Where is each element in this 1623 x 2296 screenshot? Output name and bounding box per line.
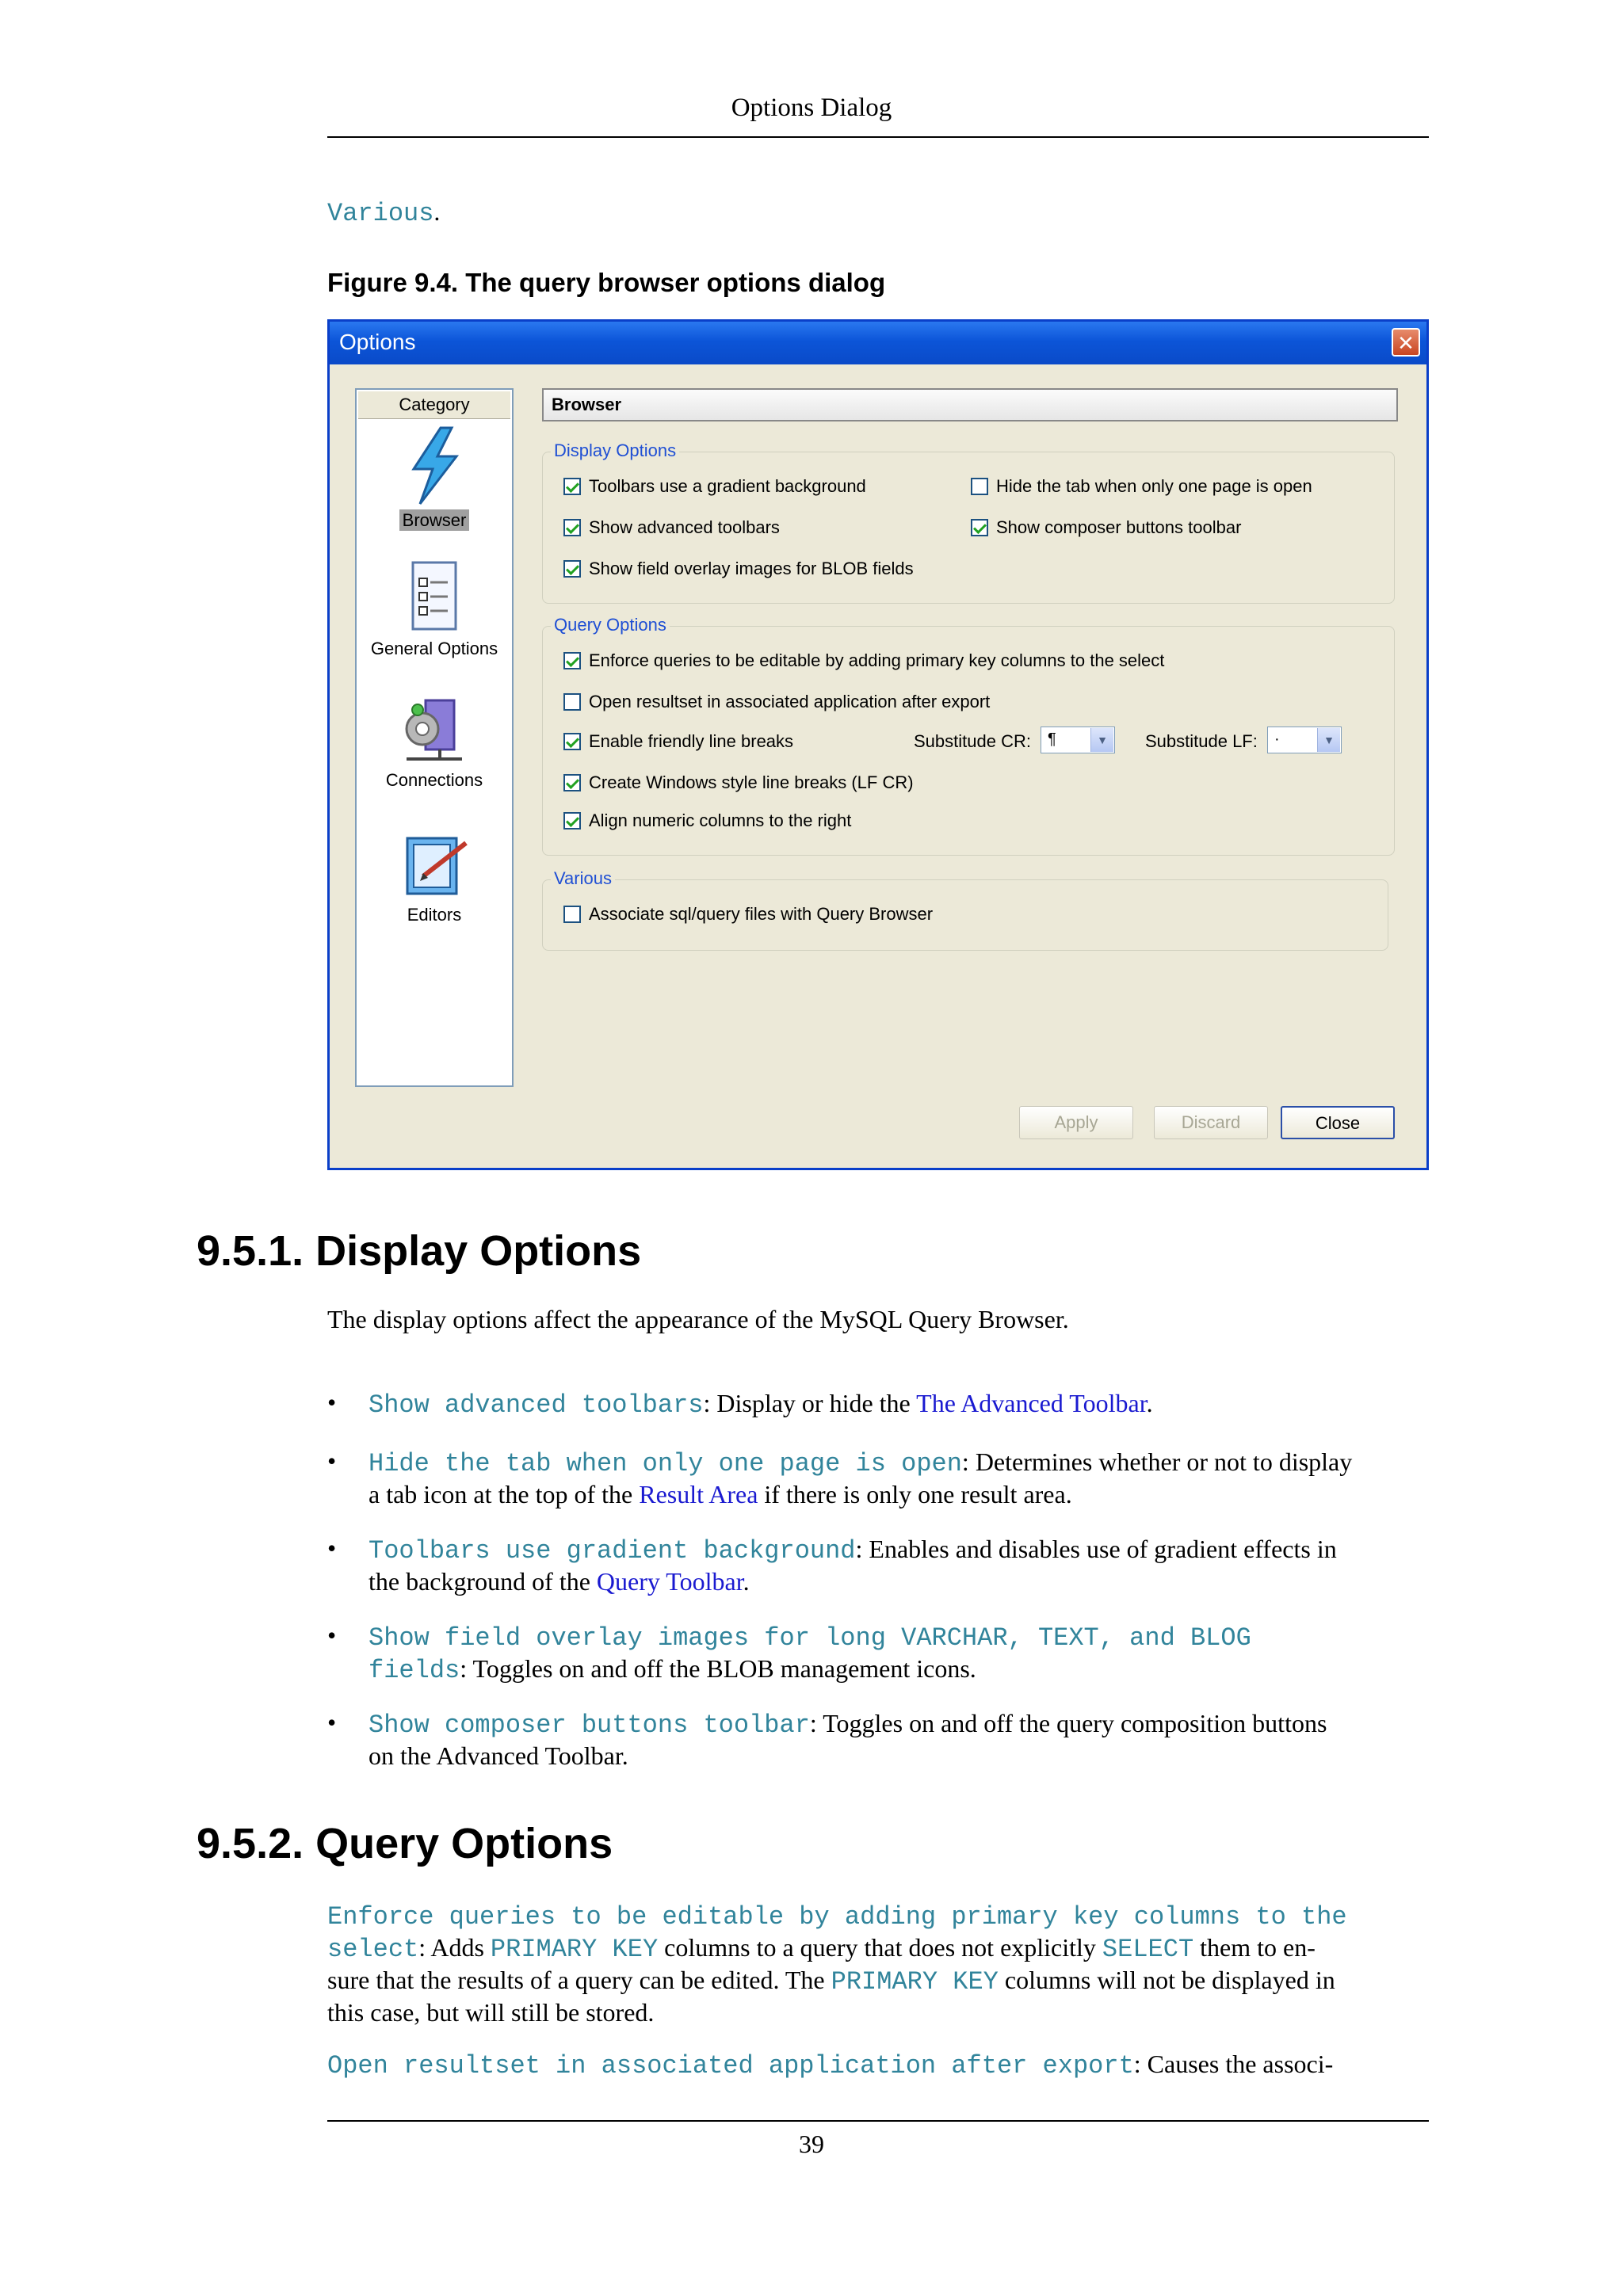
checkbox-box[interactable] [563,906,581,923]
server-icon [399,694,470,765]
bullet-text: : Toggles on and off the BLOB management icons. [460,1654,976,1683]
checkbox-label: Associate sql/query files with Query Browser [589,904,934,924]
dialog-titlebar [330,322,1426,364]
chevron-down-icon[interactable]: ▼ [1090,728,1113,752]
bullet-text: . [1146,1389,1153,1417]
option-code: Toolbars use gradient background [369,1536,856,1566]
footer-rule [327,2120,1429,2122]
checkbox-label: Open resultset in associated application after export [589,692,991,711]
para-text: columns to a query that does not explicitly [658,1933,1102,1962]
para-text: sure that the results of a query can be edited. The [327,1966,831,1994]
options-dialog [327,319,1429,1170]
checkbox-label: Enforce queries to be editable by adding primary key columns to the select [589,650,1165,670]
link-advanced-toolbar[interactable]: The Advanced Toolbar [916,1389,1147,1417]
bullet-text: the background of the [369,1567,597,1596]
checkbox-box[interactable] [563,812,581,830]
category-label-general-options: General Options [370,639,498,658]
section-heading-query-options: 9.5.2. Query Options [197,1820,613,1867]
bullet-text: on the Advanced Toolbar. [369,1741,628,1770]
code-primary-key: PRIMARY KEY [490,1935,659,1964]
category-label-browser: Browser [399,509,470,531]
checkbox-box[interactable] [563,519,581,536]
bullet-text: : Toggles on and off the query composition buttons [809,1709,1327,1737]
substitude-lf-value: · [1274,730,1280,748]
checkbox-box[interactable] [971,478,988,495]
intro-line [327,196,440,229]
para-text: them to en- [1193,1933,1316,1962]
paragraph-open-resultset [327,2049,1333,2081]
category-item-general-options[interactable] [357,558,512,659]
para-text: this case, but will still be stored. [327,1998,655,2027]
bullet-text: . [743,1567,750,1596]
category-panel [355,388,514,1087]
option-code: Open resultset in associated application after export [327,2051,1134,2081]
category-header: Category [358,391,510,419]
link-query-toolbar[interactable]: Query Toolbar [596,1567,743,1596]
para-text: : Causes the associ- [1133,2050,1334,2078]
editor-icon [396,829,472,900]
display-options-title: Display Options [551,441,679,461]
substitude-cr-select[interactable] [1041,727,1115,753]
bullet-text: a tab icon at the top of the [369,1480,640,1508]
bullet-item-hide-tab [369,1447,1434,1509]
lightning-icon [403,426,466,505]
various-title: Various [551,868,615,889]
link-result-area[interactable]: Result Area [639,1480,758,1508]
bullet-marker: • [327,1534,337,1562]
substitude-cr-value: ¶ [1048,730,1056,748]
checkbox-label: Show advanced toolbars [589,517,780,537]
dialog-body [330,364,1426,1168]
option-code: select [327,1935,419,1964]
checkbox-label: Create Windows style line breaks (LF CR) [589,772,914,792]
bullet-marker: • [327,1708,337,1737]
bullet-text: : Enables and disables use of gradient effects in [855,1535,1337,1563]
checkbox-label: Enable friendly line breaks [589,731,794,751]
option-code: Hide the tab when only one page is open [369,1449,962,1478]
checkbox-label: Align numeric columns to the right [589,810,852,830]
checkbox-box[interactable] [563,560,581,578]
checklist-icon [407,558,462,634]
checkbox-label: Hide the tab when only one page is open [996,476,1312,496]
page-header: Browser [542,388,1398,421]
substitude-lf-select[interactable] [1267,727,1342,753]
query-options-title: Query Options [551,615,670,635]
figure-caption: Figure 9.4. The query browser options dialog [327,268,886,297]
checkbox-label: Show composer buttons toolbar [996,517,1242,537]
checkbox-box[interactable] [971,519,988,536]
para-text: columns will not be displayed in [998,1966,1335,1994]
display-options-group [542,441,1395,604]
category-item-connections[interactable] [357,694,512,791]
bullet-marker: • [327,1621,337,1650]
checkbox-box[interactable] [563,652,581,669]
category-label-editors: Editors [407,905,462,925]
bullet-text: : Display or hide the [703,1389,917,1417]
checkbox-label: Show field overlay images for BLOB fields [589,559,914,578]
category-item-browser[interactable] [357,426,512,531]
various-group [542,868,1388,951]
checkbox-box[interactable] [563,693,581,711]
close-button[interactable]: Close [1281,1106,1395,1139]
checkbox-label: Toolbars use a gradient background [589,476,866,496]
checkbox-box[interactable] [563,478,581,495]
section-heading-display-options: 9.5.1. Display Options [197,1227,642,1275]
header-rule [327,136,1429,138]
page-number: 39 [799,2130,824,2158]
apply-button[interactable]: Apply [1019,1106,1133,1139]
bullet-marker: • [327,1388,337,1417]
bullet-text: : Determines whether or not to display [961,1447,1353,1476]
substitude-cr-label: Substitude CR: [914,731,1031,751]
bullet-item-composer-buttons [369,1708,1434,1771]
bullet-item-field-overlay [369,1621,1434,1686]
checkbox-box[interactable] [563,733,581,750]
substitude-lf-label: Substitude LF: [1145,731,1258,751]
dialog-title: Options [339,330,416,354]
option-code: Show advanced toolbars [369,1390,704,1420]
category-item-editors[interactable] [357,829,512,925]
bullet-text: if there is only one result area. [758,1480,1072,1508]
close-icon[interactable]: ✕ [1392,328,1420,357]
category-label-connections: Connections [385,770,483,790]
option-code: Enforce queries to be editable by adding primary key columns to the [327,1902,1347,1932]
section1-intro: The display options affect the appearance of the MySQL Query Browser. [327,1305,1069,1333]
bullet-marker: • [327,1447,337,1475]
checkbox-box[interactable] [563,774,581,791]
code-select: SELECT [1102,1935,1194,1964]
bullet-item-gradient [369,1534,1434,1596]
chevron-down-icon[interactable]: ▼ [1317,728,1340,752]
bullet-item-advanced-toolbars [369,1388,1434,1421]
query-options-group [542,615,1395,856]
para-text: : Adds [418,1933,491,1962]
discard-button[interactable]: Discard [1154,1106,1268,1139]
option-code: fields [369,1656,460,1685]
option-code: Show field overlay images for long VARCHAR, TEXT, and BLOG [369,1623,1251,1653]
paragraph-enforce-queries [327,1900,1437,2027]
running-header: Options Dialog [731,93,892,122]
option-code: Show composer buttons toolbar [369,1711,810,1740]
intro-code: Various [327,199,434,228]
code-primary-key: PRIMARY KEY [831,1967,999,1997]
intro-period: . [433,197,441,226]
